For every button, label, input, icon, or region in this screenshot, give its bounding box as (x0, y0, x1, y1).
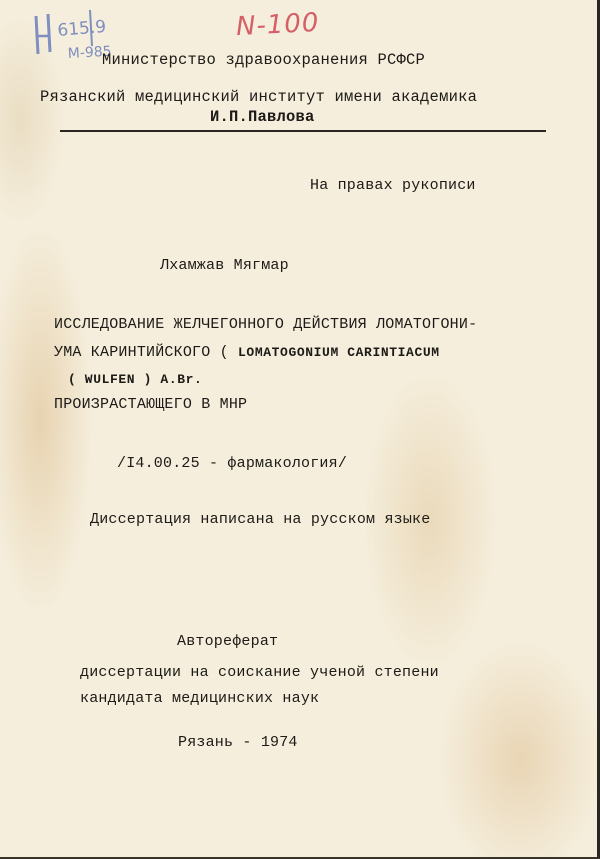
header-divider (60, 130, 546, 132)
author-name: Лхамжав Мягмар (160, 257, 289, 274)
catalog-code-line2: M-985 (67, 43, 113, 62)
title-line-3: ( WULFEN ) A.Br. (68, 372, 203, 387)
title-line-4: ПРОИЗРАСТАЮЩЕГО В МНР (54, 396, 248, 413)
title-latin-name: LOMATOGONIUM CARINTIACUM (238, 345, 440, 360)
abstract-line-2: диссертации на соискание ученой степени (80, 664, 439, 681)
title-line-2-ru: УМА КАРИНТИЙСКОГО ( (54, 344, 229, 361)
institute-line-1: Рязанский медицинский институт имени академика (40, 88, 478, 106)
institute-line-2: И.П.Павлова (210, 108, 315, 126)
abstract-heading: Автореферат (177, 633, 279, 650)
catalog-code-line1: 615.9 (56, 16, 107, 41)
specialty-code: /I4.00.25 - фармакология/ (117, 455, 348, 472)
rights-notice: На правах рукописи (310, 177, 476, 194)
ministry-line: Министерство здравоохранения РСФСР (102, 51, 426, 69)
title-line-1: ИССЛЕДОВАНИЕ ЖЕЛЧЕГОННОГО ДЕЙСТВИЯ ЛОМАТОГОНИ- (54, 316, 478, 333)
language-note: Диссертация написана на русском языке (90, 511, 431, 528)
title-line-2 (54, 344, 440, 361)
inventory-number-stamp: N-100 (235, 7, 321, 43)
abstract-line-3: кандидата медицинских наук (80, 690, 320, 707)
city-year: Рязань - 1974 (178, 734, 298, 751)
